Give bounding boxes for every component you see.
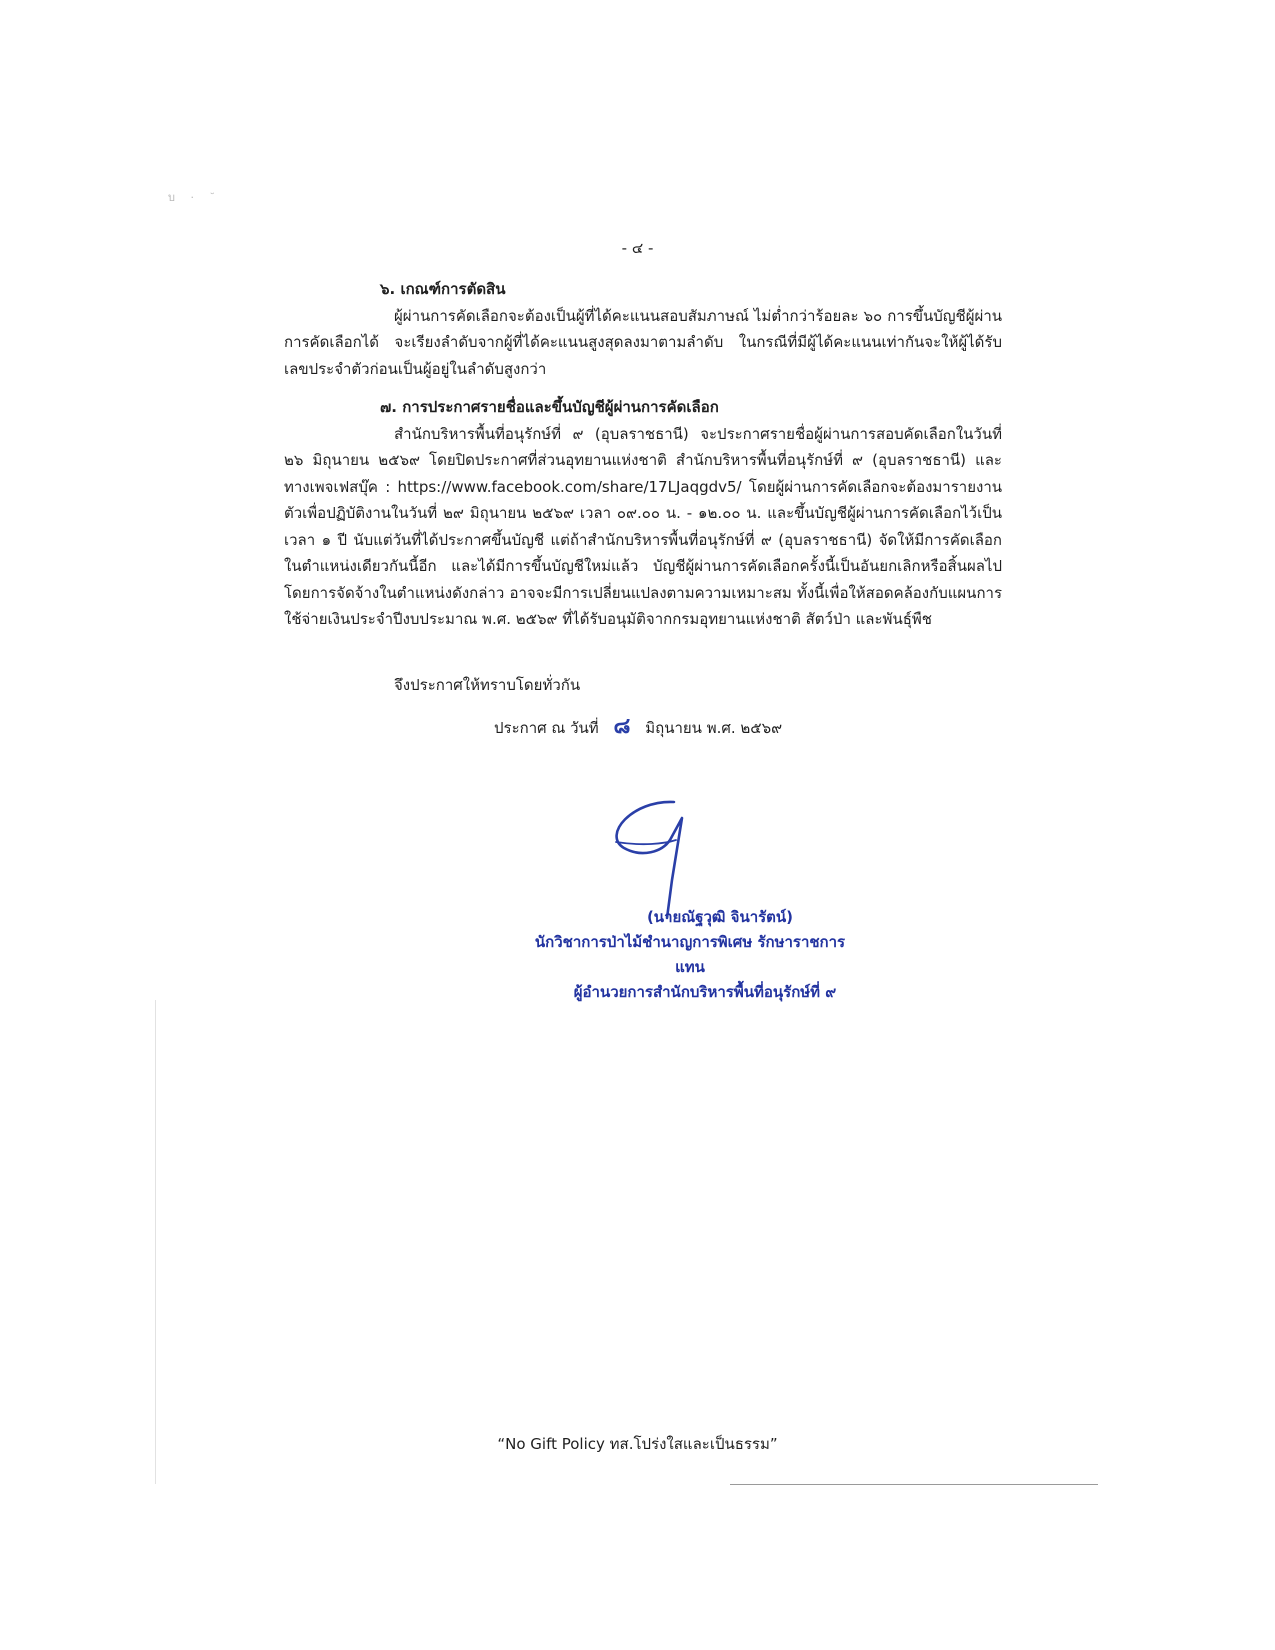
date-suffix: มิถุนายน พ.ศ. ๒๕๖๙ [645, 719, 783, 737]
date-day: ๘ [613, 714, 631, 739]
closing-text: จึงประกาศให้ทราบโดยทั่วกัน [394, 676, 581, 694]
signatory-block [520, 905, 860, 1005]
signatory-position-1: นักวิชาการป่าไม้ชำนาญการพิเศษ รักษาราชการแทน [534, 933, 846, 976]
signatory-name: (นายณัฐวุฒิ จินารัตน์) [646, 908, 794, 926]
page-edge-line [155, 1000, 156, 1484]
date-prefix: ประกาศ ณ วันที่ [494, 719, 599, 737]
section-7-heading: ๗. การประกาศรายชื่อและขึ้นบัญชีผู้ผ่านการคัดเลือก [380, 398, 719, 416]
scan-marks: บ · ˘ [168, 191, 221, 204]
section-6-heading: ๖. เกณฑ์การตัดสิน [380, 280, 506, 298]
footer-rule [730, 1484, 1098, 1485]
signatory-position-2: ผู้อำนวยการสำนักบริหารพื้นที่อนุรักษ์ที่ ๙ [573, 983, 837, 1001]
page-number: - ๔ - [621, 239, 654, 257]
closing-statement [284, 672, 1002, 699]
section-6 [284, 276, 1002, 382]
section-6-body: ผู้ผ่านการคัดเลือกจะต้องเป็นผู้ที่ได้คะแนนสอบสัมภาษณ์ ไม่ต่ำกว่าร้อยละ ๖๐ การขึ้นบัญชีผู้ผ่านการคัดเลือกได้ จะเรียงลำดับจากผู้ที่ได้คะแนนสูงสุดลงมาตามลำดับ ในกรณีที่มีผู้ได้คะแนนเท่ากันจะให้ผู้ได้รับเลขประจำตัวก่อนเป็นผู้อยู่ในลำดับสูงกว่า [284, 306, 1002, 378]
date-line [284, 714, 1002, 742]
section-7-body: สำนักบริหารพื้นที่อนุรักษ์ที่ ๙ (อุบลราชธานี) จะประกาศรายชื่อผู้ผ่านการสอบคัดเลือกในวันที่ ๒๖ มิถุนายน ๒๕๖๙ โดยปิดประกาศที่ส่วนอุทยานแห่งชาติ สำนักบริหารพื้นที่อนุรักษ์ที่ ๙ (อุบลราชธานี) และ ทางเพจเฟสบุ๊ค : https://www.facebook.com/share/17LJaqgdv5/ โดยผู้ผ่านการคัดเลือกจะต้องมารายงานตัวเพื่อปฏิบัติงานในวันที่ ๒๙ มิถุนายน ๒๕๖๙ เวลา ๐๙.๐๐ น. - ๑๒.๐๐ น. และขึ้นบัญชีผู้ผ่านการคัดเลือกไว้เป็นเวลา ๑ ปี นับแต่วันที่ได้ประกาศขึ้นบัญชี แต่ถ้าสำนักบริหารพื้นที่อนุรักษ์ที่ ๙ (อุบลราชธานี) จัดให้มีการคัดเลือกในตำแหน่งเดียวกันนี้อีก และได้มีการขึ้นบัญชีใหม่แล้ว บัญชีผู้ผ่านการคัดเลือกครั้งนี้เป็นอันยกเลิกหรือสิ้นผลไป โดยการจัดจ้างในตำแหน่งดังกล่าว อาจจะมีการเปลี่ยนแปลงตามความเหมาะสม ทั้งนี้เพื่อให้สอดคล้องกับแผนการใช้จ่ายเงินประจำปีงบประมาณ พ.ศ. ๒๕๖๙ ที่ได้รับอนุมัติจากกรมอุทยานแห่งชาติ สัตว์ป่า และพันธุ์พืช [284, 424, 1002, 628]
footer-policy: “No Gift Policy ทส.โปร่งใสและเป็นธรรม” [497, 1435, 778, 1453]
handwritten-signature [612, 800, 732, 920]
section-7 [284, 394, 1002, 633]
